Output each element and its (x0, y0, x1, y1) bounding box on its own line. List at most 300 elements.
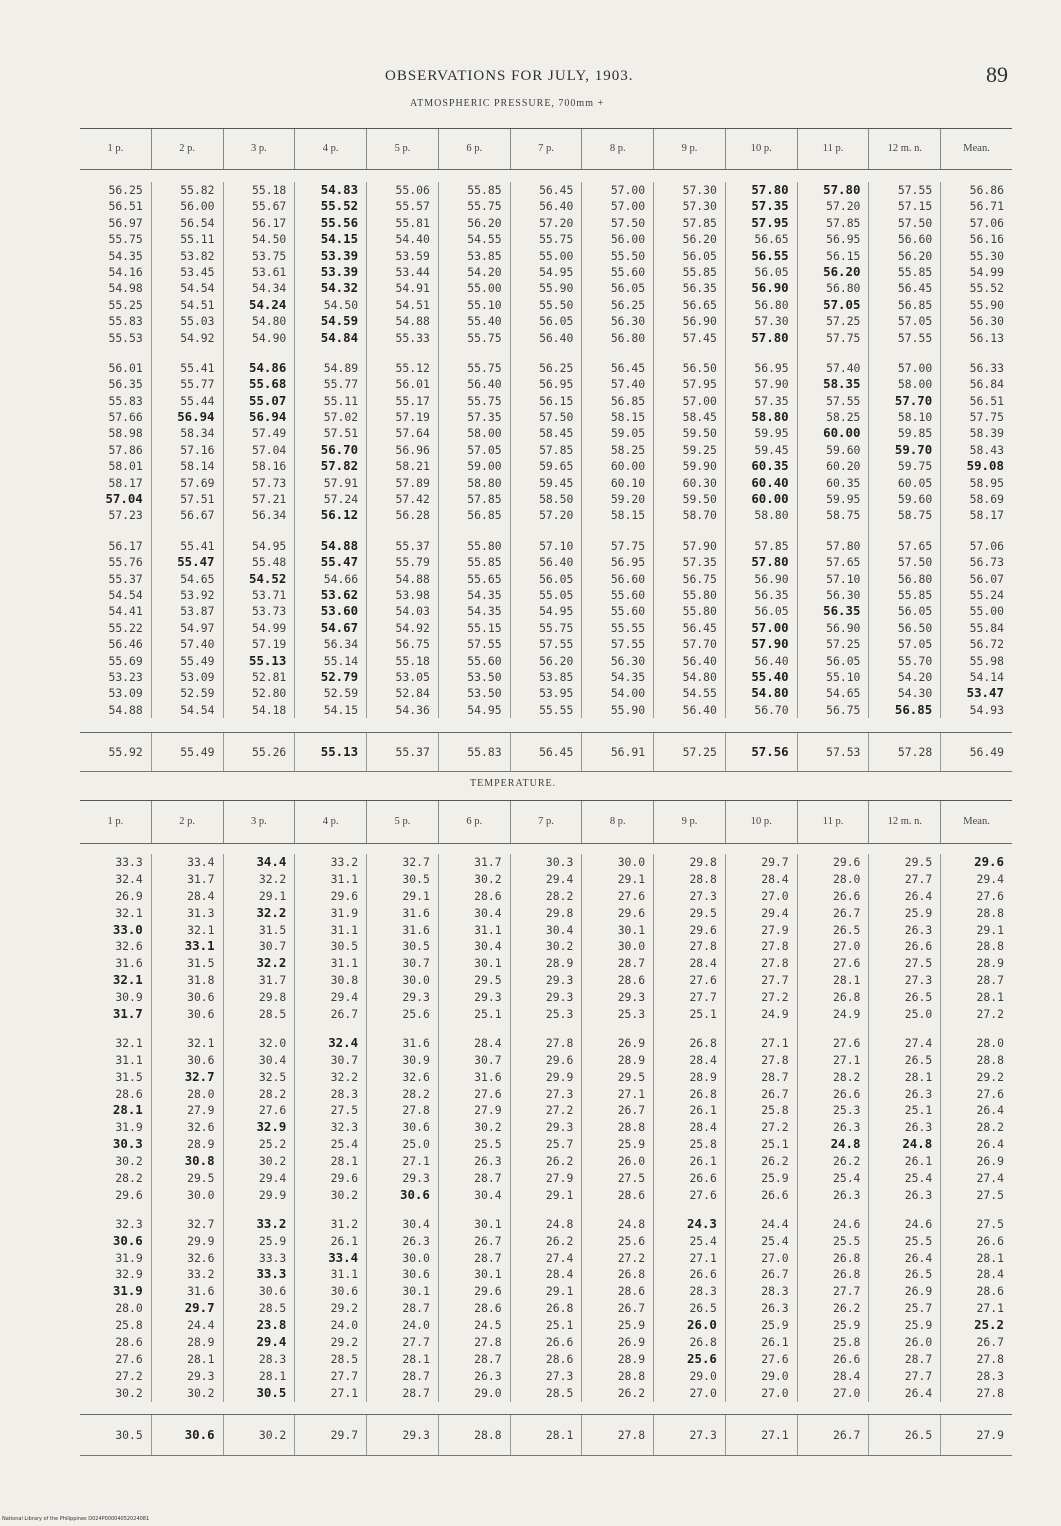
temperature-mean-cell: 27.9 (976, 1427, 1004, 1442)
temperature-cell: 27.4 (976, 1171, 1004, 1186)
group-gap (367, 1204, 430, 1216)
pressure-cell: 52.84 (395, 686, 430, 701)
temperature-cell: 28.4 (689, 1120, 717, 1135)
group-gap (726, 1023, 789, 1035)
temperature-cell: 28.8 (976, 1052, 1004, 1067)
temperature-cell: 31.9 (330, 905, 359, 920)
pressure-cell: 54.88 (108, 702, 143, 717)
group-gap (224, 346, 287, 360)
temperature-mean-cell: 28.8 (439, 1415, 511, 1455)
group-gap (511, 346, 574, 360)
temperature-cell: 28.5 (545, 1385, 574, 1400)
pressure-cell: 57.40 (180, 637, 215, 652)
pressure-mean-cell: 57.56 (726, 733, 798, 771)
pressure-cell: 53.61 (252, 264, 287, 279)
pressure-cell: 57.16 (180, 442, 215, 457)
temperature-cell: 26.1 (689, 1154, 717, 1169)
pressure-cell: 57.50 (610, 215, 646, 230)
pressure-cell: 56.33 (969, 360, 1004, 375)
pressure-cell: 57.35 (754, 393, 789, 408)
pressure-cell: 56.35 (108, 377, 143, 392)
pressure-column (654, 182, 726, 718)
pressure-cell: 55.77 (323, 377, 359, 392)
pressure-cell: 59.45 (754, 442, 789, 457)
pressure-cell: 55.49 (180, 653, 215, 668)
temperature-cell: 31.9 (115, 1120, 143, 1135)
temperature-cell: 27.7 (330, 1368, 359, 1383)
temperature-cell: 29.6 (330, 1171, 359, 1186)
pressure-cell: 55.03 (180, 314, 215, 329)
temperature-cell: 29.6 (617, 905, 646, 920)
temperature-cell: 29.9 (258, 1187, 287, 1202)
pressure-cell: 57.05 (897, 314, 933, 329)
temperature-cell: 32.5 (258, 1069, 287, 1084)
temperature-cell: 27.1 (761, 1035, 789, 1050)
pressure-cell: 57.51 (180, 492, 215, 507)
temperature-cell: 30.5 (402, 939, 430, 954)
temperature-cell: 28.1 (976, 990, 1004, 1005)
pressure-cell: 56.20 (467, 215, 502, 230)
temperature-cell: 30.7 (330, 1052, 359, 1067)
temperature-cell: 30.2 (187, 1385, 215, 1400)
temperature-cell: 33.3 (258, 1250, 287, 1265)
pressure-cell: 54.99 (969, 264, 1004, 279)
temperature-table (80, 800, 1012, 1456)
temperature-cell: 27.8 (689, 939, 717, 954)
temperature-cell: 27.6 (689, 973, 717, 988)
pressure-cell: 56.40 (682, 653, 717, 668)
pressure-cell: 56.60 (897, 232, 933, 247)
pressure-cell: 55.12 (395, 360, 430, 375)
temperature-cell: 30.4 (474, 939, 502, 954)
group-gap (367, 346, 430, 360)
pressure-cell: 54.86 (248, 359, 287, 375)
pressure-cell: 53.60 (320, 603, 359, 619)
temperature-cell: 27.6 (474, 1086, 502, 1101)
temperature-cell: 25.0 (904, 1007, 933, 1022)
temperature-header-cell: 7 p. (511, 801, 583, 843)
pressure-cell: 60.20 (826, 459, 861, 474)
temperature-cell: 29.4 (330, 990, 359, 1005)
temperature-column (295, 854, 367, 1402)
pressure-cell: 57.02 (323, 410, 359, 425)
pressure-cell: 57.35 (467, 410, 502, 425)
pressure-cell: 54.30 (897, 686, 933, 701)
pressure-cell: 56.05 (754, 604, 789, 619)
pressure-column (367, 182, 439, 718)
temperature-cell: 29.6 (474, 1284, 502, 1299)
temperature-cell: 26.6 (832, 1086, 861, 1101)
pressure-cell: 60.40 (751, 474, 789, 490)
pressure-header-cell: 2 p. (152, 129, 224, 169)
pressure-cell: 52.59 (180, 686, 215, 701)
pressure-cell: 54.24 (248, 296, 287, 312)
temperature-cell: 26.6 (689, 1171, 717, 1186)
pressure-cell: 57.05 (823, 296, 861, 312)
temperature-cell: 33.2 (330, 855, 359, 869)
pressure-cell: 54.40 (395, 232, 430, 247)
pressure-cell: 56.45 (682, 620, 717, 635)
pressure-cell: 56.00 (180, 199, 215, 214)
pressure-cell: 60.00 (823, 425, 861, 441)
temperature-body (80, 844, 1012, 1414)
group-gap (295, 1023, 358, 1035)
temperature-cell: 26.4 (904, 1250, 933, 1265)
temperature-cell: 30.5 (256, 1384, 287, 1400)
pressure-cell: 57.00 (897, 360, 933, 375)
temperature-cell: 30.8 (330, 973, 359, 988)
group-gap (511, 1023, 574, 1035)
temperature-cell: 27.5 (976, 1216, 1004, 1231)
temperature-cell: 28.7 (474, 1171, 502, 1186)
pressure-cell: 55.41 (180, 538, 215, 553)
temperature-cell: 30.2 (330, 1187, 359, 1202)
pressure-cell: 53.47 (966, 685, 1004, 701)
temperature-cell: 31.6 (187, 1284, 215, 1299)
temperature-header-cell: 6 p. (439, 801, 511, 843)
temperature-cell: 33.2 (187, 1267, 215, 1282)
pressure-cell: 54.50 (323, 297, 359, 312)
pressure-column (726, 182, 798, 718)
temperature-column (726, 854, 798, 1402)
temperature-cell: 28.9 (187, 1137, 215, 1152)
pressure-header-cell: Mean. (963, 143, 990, 154)
pressure-cell: 56.20 (682, 232, 717, 247)
pressure-cell: 57.55 (539, 637, 574, 652)
pressure-mean-cell: 57.53 (798, 733, 870, 771)
temperature-cell: 27.4 (545, 1250, 574, 1265)
temperature-cell: 28.1 (402, 1351, 430, 1366)
group-gap (295, 1204, 358, 1216)
pressure-mean-cell: 55.92 (80, 733, 152, 771)
temperature-cell: 29.3 (402, 990, 430, 1005)
pressure-column (152, 182, 224, 718)
group-gap (224, 1204, 287, 1216)
pressure-cell: 52.79 (320, 668, 359, 684)
temperature-cell: 25.9 (832, 1318, 861, 1333)
pressure-cell: 53.05 (395, 669, 430, 684)
pressure-cell: 56.75 (826, 702, 861, 717)
temperature-cell: 32.7 (184, 1068, 215, 1084)
pressure-header-cell: 10 p. (726, 129, 798, 169)
pressure-cell: 56.05 (897, 604, 933, 619)
temperature-cell: 29.1 (545, 1187, 574, 1202)
pressure-cell: 56.65 (754, 232, 789, 247)
pressure-cell: 58.25 (826, 410, 861, 425)
temperature-mean-cell: 29.3 (367, 1415, 439, 1455)
temperature-cell: 25.3 (617, 1007, 646, 1022)
pressure-cell: 54.20 (467, 264, 502, 279)
temperature-cell: 26.5 (904, 990, 933, 1005)
temperature-cell: 26.1 (761, 1335, 789, 1350)
temperature-cell: 26.9 (976, 1154, 1004, 1169)
pressure-column (295, 182, 367, 718)
temperature-cell: 27.7 (761, 973, 789, 988)
pressure-cell: 58.80 (751, 409, 789, 425)
pressure-cell: 55.77 (180, 377, 215, 392)
pressure-cell: 56.80 (754, 297, 789, 312)
temperature-cell: 33.2 (256, 1215, 287, 1231)
pressure-cell: 56.25 (610, 297, 646, 312)
temperature-cell: 26.7 (976, 1335, 1004, 1350)
temperature-cell: 24.3 (687, 1215, 717, 1231)
pressure-cell: 58.50 (539, 492, 574, 507)
temperature-header-row (80, 801, 1012, 844)
pressure-cell: 56.85 (897, 297, 933, 312)
pressure-cell: 55.00 (539, 248, 574, 263)
temperature-cell: 28.6 (617, 973, 646, 988)
temperature-cell: 28.4 (761, 871, 789, 886)
temperature-header-cell: 10 p. (726, 801, 798, 843)
pressure-cell: 56.05 (610, 281, 646, 296)
pressure-cell: 55.55 (610, 620, 646, 635)
temperature-cell: 26.7 (761, 1086, 789, 1101)
pressure-cell: 54.35 (610, 669, 646, 684)
temperature-cell: 30.0 (402, 973, 430, 988)
pressure-cell: 56.05 (539, 571, 574, 586)
temperature-cell: 25.9 (761, 1318, 789, 1333)
group-gap (941, 1204, 1004, 1216)
pressure-cell: 57.24 (323, 492, 359, 507)
temperature-cell: 28.6 (617, 1187, 646, 1202)
pressure-cell: 52.80 (252, 686, 287, 701)
temperature-cell: 32.6 (187, 1120, 215, 1135)
temperature-cell: 31.1 (330, 1267, 359, 1282)
pressure-cell: 54.15 (323, 702, 359, 717)
temperature-column (152, 854, 224, 1402)
pressure-cell: 54.65 (180, 571, 215, 586)
pressure-cell: 56.72 (969, 637, 1004, 652)
temperature-cell: 32.3 (115, 1216, 143, 1231)
temperature-cell: 25.8 (832, 1335, 861, 1350)
temperature-cell: 26.8 (832, 1250, 861, 1265)
pressure-cell: 57.85 (754, 538, 789, 553)
pressure-cell: 57.80 (823, 182, 861, 197)
pressure-cell: 55.55 (539, 702, 574, 717)
temperature-cell: 30.2 (258, 1154, 287, 1169)
temperature-cell: 30.6 (399, 1186, 430, 1202)
temperature-column (798, 854, 870, 1402)
pressure-cell: 53.62 (320, 586, 359, 602)
pressure-mean-cell: 55.26 (224, 733, 296, 771)
pressure-cell: 57.23 (108, 508, 143, 523)
temperature-mean-cell: 27.3 (654, 1415, 726, 1455)
temperature-cell: 26.3 (904, 1086, 933, 1101)
temperature-cell: 31.1 (330, 956, 359, 971)
temperature-header-cell: 9 p. (654, 801, 726, 843)
temperature-column (582, 854, 654, 1402)
temperature-cell: 30.5 (330, 939, 359, 954)
pressure-cell: 54.80 (682, 669, 717, 684)
pressure-cell: 55.70 (897, 653, 933, 668)
pressure-cell: 54.84 (320, 329, 359, 345)
pressure-cell: 56.65 (682, 297, 717, 312)
temperature-cell: 27.9 (187, 1103, 215, 1118)
pressure-mean-row (80, 732, 1012, 771)
temperature-cell: 26.3 (832, 1187, 861, 1202)
temperature-cell: 31.6 (402, 922, 430, 937)
temperature-header-cell: 5 p. (367, 801, 439, 843)
pressure-cell: 57.06 (969, 215, 1004, 230)
temperature-cell: 28.6 (474, 1301, 502, 1316)
pressure-cell: 54.90 (252, 330, 287, 345)
temperature-cell: 27.7 (402, 1335, 430, 1350)
pressure-cell: 58.43 (969, 442, 1004, 457)
temperature-cell: 30.0 (402, 1250, 430, 1265)
pressure-cell: 56.45 (610, 360, 646, 375)
pressure-cell: 56.00 (610, 232, 646, 247)
pressure-cell: 60.00 (751, 491, 789, 507)
temperature-cell: 26.1 (904, 1154, 933, 1169)
temperature-cell: 24.4 (187, 1318, 215, 1333)
pressure-cell: 55.37 (108, 571, 143, 586)
temperature-cell: 31.1 (330, 922, 359, 937)
group-gap (582, 524, 645, 538)
pressure-cell: 56.95 (539, 377, 574, 392)
temperature-cell: 25.4 (330, 1137, 359, 1152)
temperature-cell: 25.8 (689, 1137, 717, 1152)
pressure-cell: 57.55 (897, 330, 933, 345)
pressure-cell: 57.70 (682, 637, 717, 652)
temperature-cell: 28.2 (258, 1086, 287, 1101)
temperature-cell: 30.4 (545, 922, 574, 937)
pressure-cell: 54.14 (969, 669, 1004, 684)
temperature-cell: 27.5 (330, 1103, 359, 1118)
pressure-cell: 56.30 (969, 314, 1004, 329)
temperature-cell: 30.4 (402, 1216, 430, 1231)
pressure-cell: 56.50 (897, 620, 933, 635)
temperature-cell: 28.6 (545, 1351, 574, 1366)
pressure-cell: 57.80 (826, 538, 861, 553)
temperature-cell: 33.4 (187, 855, 215, 869)
pressure-cell: 55.76 (108, 555, 143, 570)
temperature-cell: 30.6 (112, 1232, 143, 1248)
temperature-cell: 27.8 (545, 1035, 574, 1050)
temperature-cell: 26.5 (904, 1052, 933, 1067)
pressure-cell: 57.70 (894, 392, 933, 408)
pressure-cell: 59.70 (894, 441, 933, 457)
temperature-cell: 27.9 (474, 1103, 502, 1118)
group-gap (80, 524, 143, 538)
temperature-cell: 30.9 (115, 990, 143, 1005)
pressure-cell: 57.75 (610, 538, 646, 553)
group-gap (941, 346, 1004, 360)
temperature-cell: 28.6 (115, 1086, 143, 1101)
pressure-cell: 55.60 (610, 604, 646, 619)
pressure-cell: 57.55 (610, 637, 646, 652)
pressure-cell: 56.95 (610, 555, 646, 570)
temperature-cell: 25.9 (761, 1171, 789, 1186)
temperature-cell: 30.6 (330, 1284, 359, 1299)
temperature-cell: 26.8 (832, 990, 861, 1005)
temperature-cell: 27.8 (402, 1103, 430, 1118)
group-gap (654, 524, 717, 538)
pressure-cell: 55.84 (969, 620, 1004, 635)
pressure-cell: 54.92 (395, 620, 430, 635)
pressure-cell: 57.51 (323, 426, 359, 441)
pressure-header-row (80, 129, 1012, 170)
pressure-column (80, 182, 152, 718)
pressure-cell: 57.25 (826, 314, 861, 329)
pressure-cell: 54.54 (108, 587, 143, 602)
pressure-cell: 57.06 (969, 538, 1004, 553)
group-gap (869, 524, 932, 538)
pressure-cell: 56.75 (395, 637, 430, 652)
temperature-cell: 29.3 (187, 1368, 215, 1383)
temperature-cell: 27.8 (761, 1052, 789, 1067)
temperature-mean-cell: 26.7 (798, 1415, 870, 1455)
temperature-cell: 33.1 (184, 938, 215, 954)
temperature-cell: 28.8 (976, 939, 1004, 954)
group-gap (869, 1023, 932, 1035)
temperature-cell: 24.0 (330, 1318, 359, 1333)
pressure-cell: 56.51 (108, 199, 143, 214)
temperature-cell: 25.9 (904, 905, 933, 920)
temperature-cell: 28.7 (474, 1351, 502, 1366)
temperature-cell: 26.5 (904, 1267, 933, 1282)
temperature-cell: 32.2 (258, 871, 287, 886)
temperature-cell: 28.1 (258, 1368, 287, 1383)
pressure-cell: 57.85 (467, 492, 502, 507)
pressure-cell: 56.86 (969, 183, 1004, 197)
temperature-cell: 27.8 (474, 1335, 502, 1350)
pressure-cell: 57.95 (682, 377, 717, 392)
temperature-cell: 28.6 (976, 1284, 1004, 1299)
temperature-cell: 29.3 (474, 990, 502, 1005)
pressure-cell: 57.50 (539, 410, 574, 425)
temperature-cell: 25.4 (832, 1171, 861, 1186)
temperature-cell: 30.3 (112, 1136, 143, 1152)
pressure-cell: 58.00 (467, 426, 502, 441)
pressure-header-cell: 7 p. (511, 129, 583, 169)
pressure-cell: 59.50 (682, 492, 717, 507)
pressure-cell: 58.98 (108, 426, 143, 441)
temperature-cell: 32.9 (256, 1119, 287, 1135)
pressure-cell: 55.18 (395, 653, 430, 668)
pressure-cell: 56.90 (682, 314, 717, 329)
pressure-cell: 56.15 (539, 393, 574, 408)
pressure-cell: 56.95 (826, 232, 861, 247)
group-gap (439, 346, 502, 360)
temperature-cell: 27.2 (545, 1103, 574, 1118)
pressure-cell: 57.82 (320, 458, 359, 474)
temperature-cell: 31.3 (187, 905, 215, 920)
pressure-cell: 53.95 (539, 686, 574, 701)
pressure-cell: 54.34 (252, 281, 287, 296)
temperature-cell: 28.2 (832, 1069, 861, 1084)
pressure-cell: 56.80 (610, 330, 646, 345)
temperature-cell: 26.8 (545, 1301, 574, 1316)
temperature-cell: 30.2 (474, 871, 502, 886)
temperature-column (224, 854, 296, 1402)
temperature-cell: 26.9 (115, 888, 143, 903)
temperature-cell: 26.0 (904, 1335, 933, 1350)
pressure-cell: 57.85 (826, 215, 861, 230)
pressure-cell: 58.39 (969, 426, 1004, 441)
temperature-cell: 24.5 (474, 1318, 502, 1333)
temperature-cell: 33.0 (112, 921, 143, 937)
temperature-cell: 32.7 (402, 855, 430, 869)
temperature-cell: 29.0 (689, 1368, 717, 1383)
page-title: OBSERVATIONS FOR JULY, 1903. (385, 68, 634, 84)
temperature-cell: 28.1 (904, 1069, 933, 1084)
temperature-cell: 31.5 (187, 956, 215, 971)
pressure-cell: 56.20 (823, 263, 861, 279)
temperature-cell: 29.8 (689, 855, 717, 869)
pressure-cell: 57.04 (252, 442, 287, 457)
temperature-cell: 25.5 (474, 1137, 502, 1152)
temperature-cell: 31.6 (115, 956, 143, 971)
